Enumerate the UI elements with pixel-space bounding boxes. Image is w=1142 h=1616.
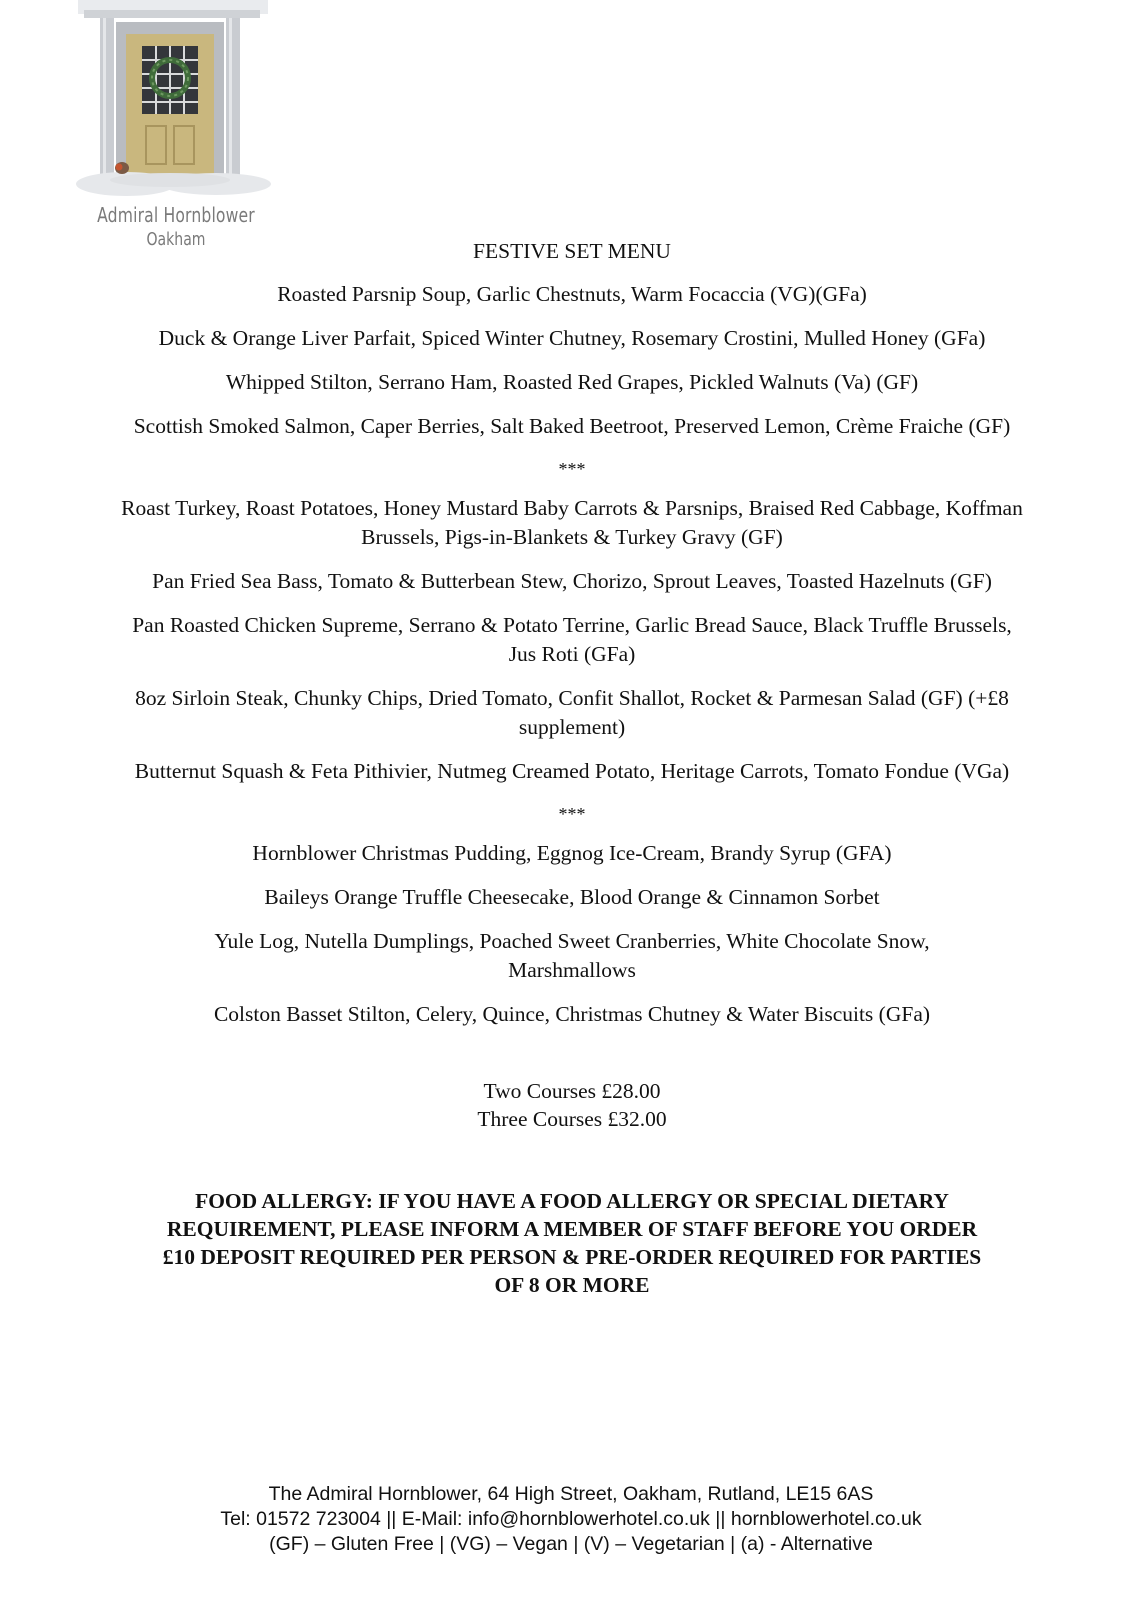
deposit-notice: £10 DEPOSIT REQUIRED PER PERSON & PRE-ORDER REQUIRED FOR PARTIES OF 8 OR MORE [162,1245,982,1297]
main-item: Pan Fried Sea Bass, Tomato & Butterbean Stew, Chorizo, Sprout Leaves, Toasted Hazelnuts (GF) [152,569,992,593]
main-item: Pan Roasted Chicken Supreme, Serrano & Potato Terrine, Garlic Bread Sauce, Black Truffle Brussels, Jus Roti (GFa) [132,613,1012,666]
course-separator: *** [558,459,586,479]
footer-contact: Tel: 01572 723004 || E-Mail: info@hornblowerhotel.co.uk || hornblowerhotel.co.uk [220,1508,922,1530]
main-item: Roast Turkey, Roast Potatoes, Honey Mustard Baby Carrots & Parsnips, Braised Red Cabbage, Koffman Brussels, Pigs-in-Blankets & Turkey Gravy (GF) [121,496,1023,549]
starter-item: Duck & Orange Liver Parfait, Spiced Winter Chutney, Rosemary Crostini, Mulled Honey (GFa) [158,326,986,350]
set-menu [110,237,1034,1299]
door-illustration [56,0,296,205]
dessert-item: Hornblower Christmas Pudding, Eggnog Ice-Cream, Brandy Syrup (GFA) [252,841,892,865]
allergy-notice [110,1187,1034,1299]
dessert-item: Yule Log, Nutella Dumplings, Poached Sweet Cranberries, White Chocolate Snow, Marshmallows [214,929,930,982]
starter-item: Whipped Stilton, Serrano Ham, Roasted Red Grapes, Pickled Walnuts (Va) (GF) [225,370,919,394]
allergy-warning: FOOD ALLERGY: IF YOU HAVE A FOOD ALLERGY OR SPECIAL DIETARY REQUIREMENT, PLEASE INFORM A MEMBER OF STAFF BEFORE YOU ORDER [166,1189,978,1241]
dessert-item: Baileys Orange Truffle Cheesecake, Blood Orange & Cinnamon Sorbet [264,885,880,909]
starter-item: Scottish Smoked Salmon, Caper Berries, Salt Baked Beetroot, Preserved Lemon, Crème Fraiche (GF) [133,414,1011,438]
price-block [110,1077,1034,1133]
two-courses-price: Two Courses £28.00 [483,1079,661,1103]
footer [0,1482,1142,1557]
three-courses-price: Three Courses £32.00 [477,1107,667,1131]
course-separator: *** [558,804,586,824]
dessert-item: Colston Basset Stilton, Celery, Quince, Christmas Chutney & Water Biscuits (GFa) [213,1002,931,1026]
footer-address: The Admiral Hornblower, 64 High Street, Oakham, Rutland, LE15 6AS [268,1483,874,1505]
main-item: Butternut Squash & Feta Pithivier, Nutmeg Creamed Potato, Heritage Carrots, Tomato Fondue (VGa) [134,759,1010,783]
footer-dietary-key: (GF) – Gluten Free | (VG) – Vegan | (V) – Vegetarian | (a) - Alternative [269,1533,873,1555]
logo-name: Admiral Hornblower [97,203,255,227]
starter-item: Roasted Parsnip Soup, Garlic Chestnuts, Warm Focaccia (VG)(GFa) [277,282,867,306]
menu-title: FESTIVE SET MENU [473,239,671,263]
logo-town: Oakham [146,229,206,250]
main-item: 8oz Sirloin Steak, Chunky Chips, Dried Tomato, Confit Shallot, Rocket & Parmesan Salad (GF) (+£8 supplement) [135,686,1009,739]
